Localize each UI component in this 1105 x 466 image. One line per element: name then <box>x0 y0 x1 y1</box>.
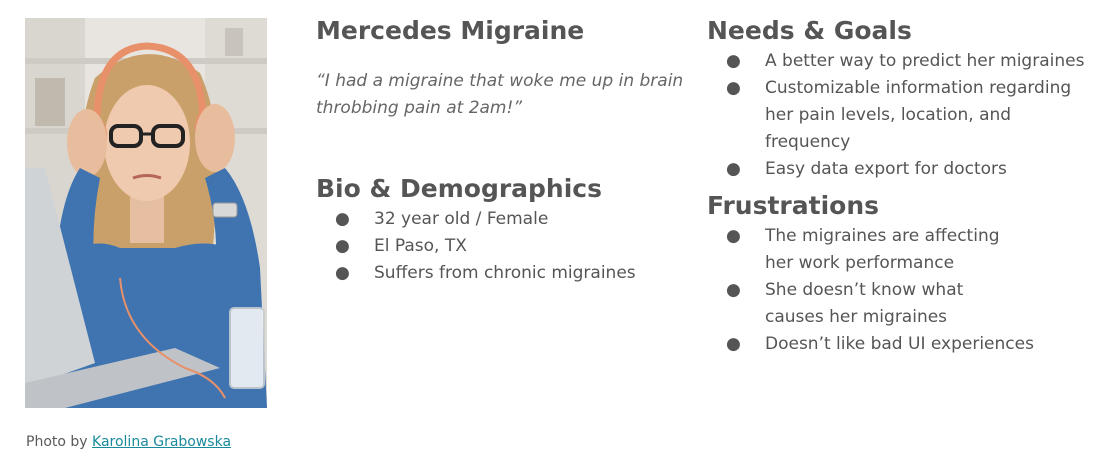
needs-item-text: frequency <box>765 132 851 152</box>
list-item <box>316 260 686 287</box>
bullet-icon: ● <box>335 209 350 229</box>
frustration-item-text: The migraines are affecting <box>765 226 1000 246</box>
list-item <box>707 75 1097 156</box>
persona-photo <box>25 18 267 408</box>
bio-item-text: 32 year old / Female <box>374 209 549 229</box>
needs-item-text: A better way to predict her migraines <box>765 51 1085 71</box>
bullet-icon: ● <box>335 236 350 256</box>
photo-credit <box>26 434 231 450</box>
list-item <box>707 277 1097 331</box>
bullet-icon: ● <box>726 334 741 354</box>
needs-heading: Needs & Goals <box>707 16 912 45</box>
list-item <box>707 156 1097 183</box>
bio-heading: Bio & Demographics <box>316 174 602 203</box>
photo-credit-prefix: Photo by <box>26 434 93 450</box>
bio-section <box>316 172 686 287</box>
bullet-icon: ● <box>726 226 741 246</box>
photo-credit-link[interactable]: Karolina Grabowska <box>92 434 232 450</box>
list-item <box>316 206 686 233</box>
frustration-item-text: She doesn’t know what <box>765 280 964 300</box>
persona-intro-column <box>316 14 686 287</box>
needs-item-text: her pain levels, location, and <box>765 105 1012 125</box>
bio-item-text: El Paso, TX <box>374 236 467 256</box>
list-item <box>707 331 1097 358</box>
bullet-icon: ● <box>335 263 350 283</box>
list-item <box>707 48 1097 75</box>
needs-item-text: Customizable information regarding <box>765 78 1072 98</box>
frustrations-heading: Frustrations <box>707 191 880 220</box>
bullet-icon: ● <box>726 280 741 300</box>
persona-quote-line-2: throbbing pain at 2am!” <box>316 98 523 118</box>
frustration-item-text: Doesn’t like bad UI experiences <box>765 334 1034 354</box>
list-item <box>707 223 1097 277</box>
bullet-icon: ● <box>726 159 741 179</box>
persona-name: Mercedes Migraine <box>316 16 585 45</box>
needs-item-text: Easy data export for doctors <box>765 159 1007 179</box>
bio-item-text: Suffers from chronic migraines <box>374 263 636 283</box>
frustration-item-text: her work performance <box>765 253 955 273</box>
frustrations-list <box>707 223 1097 358</box>
persona-quote <box>316 68 686 122</box>
frustration-item-text: causes her migraines <box>765 307 948 327</box>
bullet-icon: ● <box>726 51 741 71</box>
bullet-icon: ● <box>726 78 741 98</box>
needs-frustrations-column <box>707 14 1097 358</box>
bio-list <box>316 206 686 287</box>
list-item <box>316 233 686 260</box>
needs-list <box>707 48 1097 183</box>
persona-quote-line-1: “I had a migraine that woke me up in brain <box>316 71 684 91</box>
